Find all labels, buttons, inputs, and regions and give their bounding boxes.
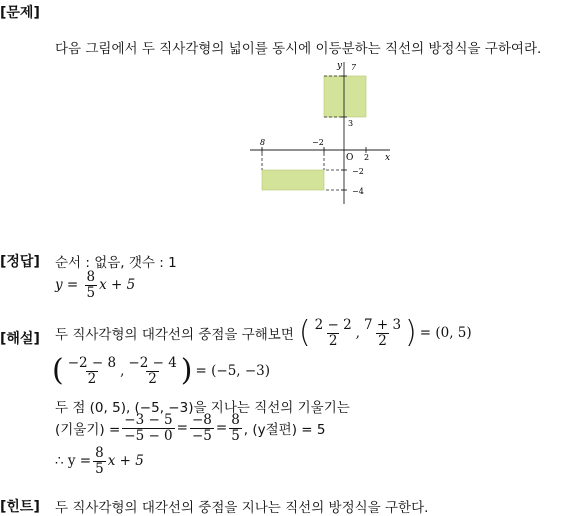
solution-line-2: ( $\frac{-2 - 8}{2}$ , $\frac{-2 - 4}{2}$ ) = (−5, −3) <box>52 353 271 389</box>
tick-label-neg2-x: −2 <box>312 138 324 147</box>
origin-label: O <box>346 153 354 163</box>
tick-label-7: 7 <box>351 63 357 72</box>
upper-rectangle <box>324 76 366 117</box>
lower-rectangle <box>262 170 324 190</box>
tick-label-3: 3 <box>348 119 354 128</box>
answer-equation: y = $\frac{8}{5}$ x + 5 <box>55 269 136 301</box>
y-axis-label: y <box>337 61 343 71</box>
coordinate-graph <box>240 56 400 208</box>
answer-count: 순서 : 없음, 갯수 : 1 <box>55 255 177 271</box>
tick-label-8: 8 <box>260 138 266 147</box>
answer-label: [정답] <box>0 254 40 270</box>
tick-label-2-x: 2 <box>364 153 370 162</box>
solution-line-3: 두 점 (0, 5), (−5, −3)을 지나는 직선의 기울기는 <box>55 400 350 416</box>
problem-text: 다음 그림에서 두 직사각형의 넓이를 동시에 이등분하는 직선의 방정식을 구하여라. <box>55 41 542 57</box>
tick-label-neg4-y: −4 <box>352 187 364 196</box>
solution-line-1: 두 직사각형의 대각선의 중점을 구해보면 ( $\frac{2 - 2}{2}$ , $\frac{7 + 3}{2}$ ) = (0, 5) <box>55 315 472 351</box>
hint-text: 두 직사각형의 대각선의 중점을 지나는 직선의 방정식을 구한다. <box>55 500 429 516</box>
x-axis-label: x <box>385 153 391 163</box>
problem-label: [문제] <box>0 5 40 21</box>
solution-line-5: ∴ y = $\frac{8}{5}$ x + 5 <box>55 445 144 477</box>
solution-label: [해설] <box>0 331 40 347</box>
solution-line-4: (기울기) = $\frac{-3 - 5}{-5 - 0}$ = $\frac{-8}{-5}$ = $\frac{8}{5}$ , (y절편) = 5 <box>55 412 326 444</box>
tick-label-neg2-y: −2 <box>352 167 364 176</box>
hint-label: [힌트] <box>0 499 40 515</box>
